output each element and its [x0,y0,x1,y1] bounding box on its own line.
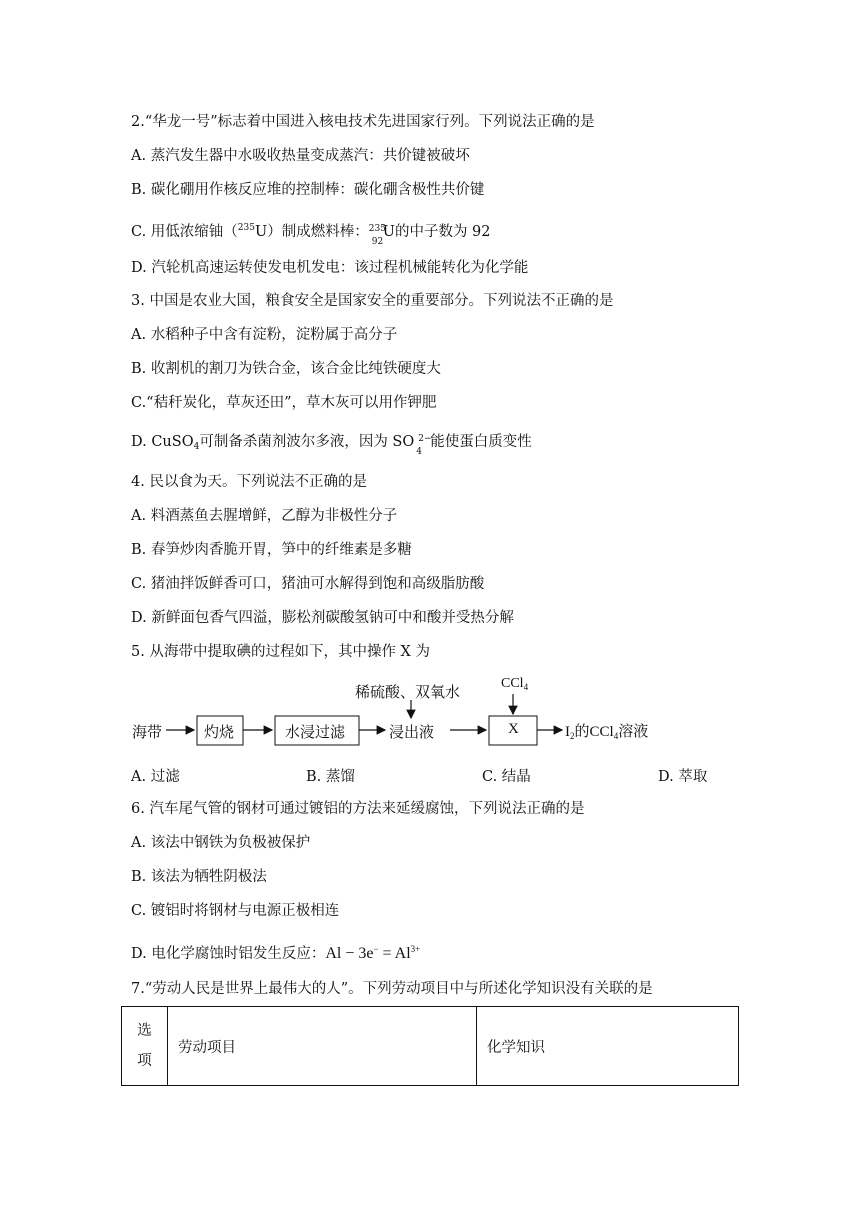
nuclide-atomic-number: 92 [371,237,384,247]
q2-option-d: D. 汽轮机高速运转使发电机发电：该过程机械能转化为化学能 [131,260,529,276]
ion-charge: 2− [418,434,432,444]
equation-left: Al − 3e [325,945,374,962]
flow-mid-extract: 浸出液 [389,723,435,741]
q2-c-nuclide-symbol: U [382,224,395,240]
ccl4-subscript: 4 [523,682,529,692]
flow-start-kelp: 海带 [132,723,163,741]
q6-option-c: C. 镀铝时将钢材与电源正极相连 [131,903,340,919]
aluminum-ion-charge: 3+ [410,944,421,954]
q5-option-c: C. 结晶 [482,769,531,785]
q7-table [121,1006,739,1086]
q6-d-equation [325,945,420,962]
iodine-subscript: 2 [570,731,575,741]
q2-option-b: B. 碳化硼用作核反应堆的控制棒：碳化硼含极性共价键 [131,182,485,198]
nuclide-mass-number: 235 [368,224,386,234]
q3-option-c: C.“秸秆炭化，草灰还田”，草木灰可以用作钾肥 [131,395,437,411]
flow-reagent2-label [501,676,528,692]
q3-d-subscript: 4 [193,442,200,452]
table-header-row [122,1007,739,1086]
q5-option-a: A. 过滤 [131,769,180,785]
q2-option-c [131,218,491,247]
product-mid-text: 的CCl [574,724,614,740]
equation-right: = Al [378,945,411,962]
q5-option-b: B. 蒸馏 [306,769,355,785]
q6-option-a: A. 该法中钢铁为负极被保护 [131,835,311,851]
flow-product-label [565,720,648,741]
q5-option-d: D. 萃取 [658,769,708,785]
product-subscript: 4 [613,731,619,741]
q3-d-suffix: 能使蛋白质变性 [430,434,532,450]
q2-c-mass: 235 [237,223,255,233]
q4-option-d: D. 新鲜面包香气四溢，膨松剂碳酸氢钠可中和酸并受热分解 [131,610,514,626]
q2-c-prefix: C. 用低浓缩铀（ [131,224,238,240]
q3-d-mid: 可制备杀菌剂波尔多液，因为 SO [199,434,415,450]
iodine-symbol: I [565,724,570,740]
q4-option-c: C. 猪油拌饭鲜香可口，猪油可水解得到饱和高级脂肪酸 [131,576,485,592]
header-chem-knowledge: 化学知识 [477,1007,739,1086]
q4-option-a: A. 料酒蒸鱼去腥增鲜，乙醇为非极性分子 [131,508,398,524]
q2-c-mid: ）制成燃料棒： [267,224,369,240]
q3-stem: 3. 中国是农业大国，粮食安全是国家安全的重要部分。下列说法不正确的是 [131,293,614,309]
product-end-text: 溶液 [618,724,649,740]
q4-stem: 4. 民以食为天。下列说法不正确的是 [131,474,367,490]
q5-stem: 5. 从海带中提取碘的过程如下，其中操作 X 为 [131,644,430,660]
q6-stem: 6. 汽车尾气管的钢材可通过镀铝的方法来延缓腐蚀，下列说法正确的是 [131,801,585,817]
sulfate-ion-notation [414,432,432,457]
electron-charge: − [373,944,379,954]
q3-option-b: B. 收割机的割刀为铁合金，该合金比纯铁硬度大 [131,361,441,377]
q3-option-d [131,432,532,457]
q6-option-b: B. 该法为牺牲阴极法 [131,869,267,885]
q3-d-prefix: D. CuSO [131,434,194,450]
q4-option-b: B. 春笋炒肉香脆开胃，笋中的纤维素是多糖 [131,542,412,558]
header-option-line2: 项 [137,1053,152,1069]
q6-option-d [131,939,420,964]
flow-reagent1-label: 稀硫酸、双氧水 [355,683,461,701]
header-labor-project: 劳动项目 [168,1007,477,1086]
q7-stem: 7.“劳动人民是世界上最伟大的人”。下列劳动项目中与所述化学知识没有关联的是 [131,981,653,997]
q2-option-a: A. 蒸汽发生器中水吸收热量变成蒸汽：共价键被破坏 [131,148,470,164]
q2-c-symbol: U [254,224,268,240]
q3-option-a: A. 水稻种子中含有淀粉，淀粉属于高分子 [131,327,398,343]
iodine-extraction-flowchart [128,674,688,764]
flow-box1-label: 灼烧 [204,723,235,741]
q2-stem: 2.“华龙一号”标志着中国进入核电技术先进国家行列。下列说法正确的是 [131,114,595,130]
header-option-line1: 选 [137,1023,152,1039]
flow-box2-label: 水浸过滤 [285,723,346,741]
q6-d-prefix: D. 电化学腐蚀时铝发生反应： [131,946,326,962]
q2-c-nuclide-notation [368,222,386,247]
ccl4-text: CCl [501,676,524,691]
flow-box3-label: X [508,721,519,737]
header-option-cell [122,1007,168,1086]
ion-subscript: 4 [416,447,422,457]
q2-c-suffix: 的中子数为 92 [394,224,491,240]
